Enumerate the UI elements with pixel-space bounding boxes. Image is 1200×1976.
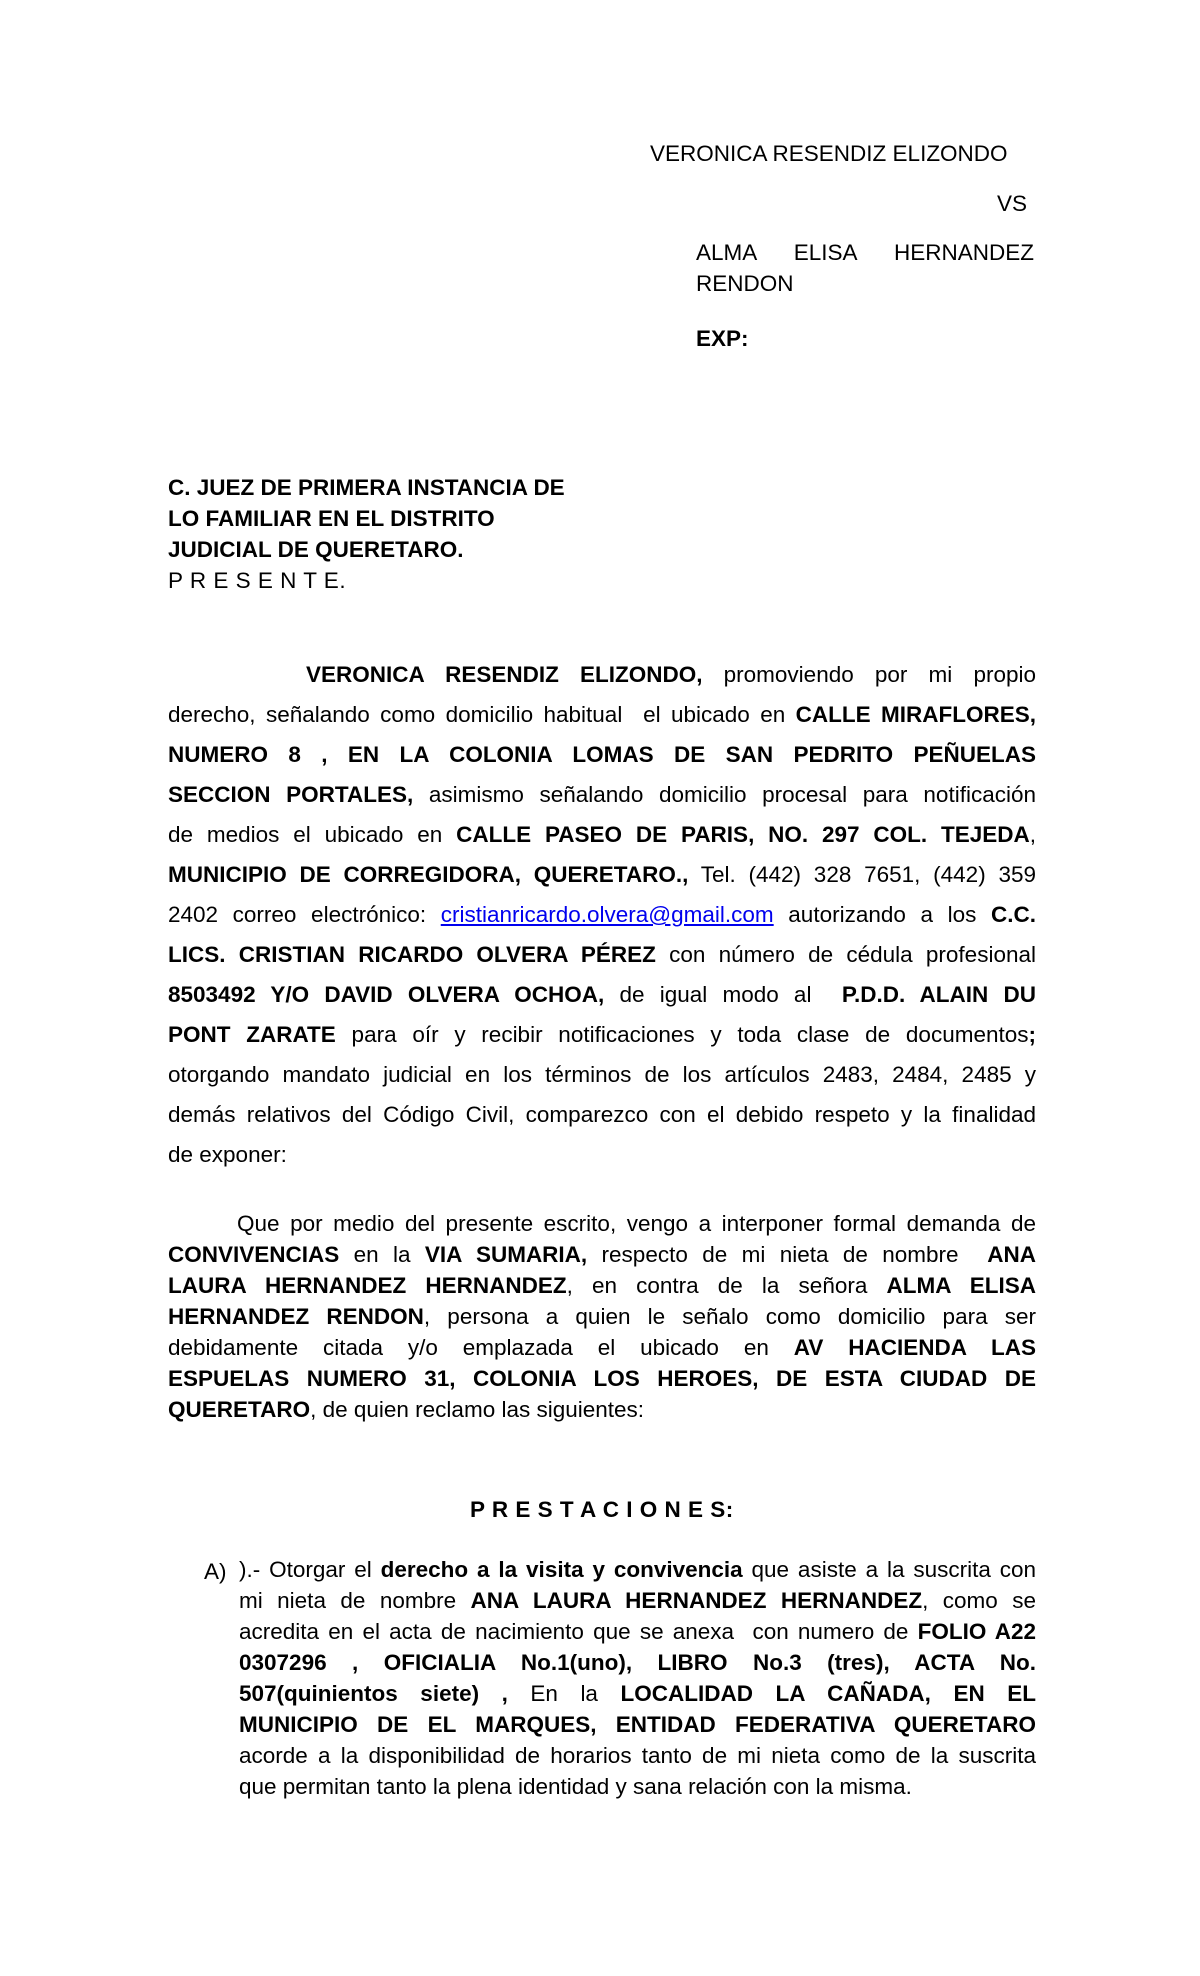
intro-line: VERONICA RESENDIZ ELIZONDO, promoviendo por mi propio (306, 662, 1036, 687)
demand-line: LAURA HERNANDEZ HERNANDEZ, en contra de la señora ALMA ELISA (168, 1273, 1036, 1298)
intro-line: demás relativos del Código Civil, comparezco con el debido respeto y la finalidad (168, 1102, 1036, 1127)
intro-line: de exponer: (168, 1142, 287, 1167)
prestaciones-title: P R E S T A C I O N E S: (470, 1497, 734, 1522)
addressee-presente: P R E S E N T E. (168, 568, 347, 593)
intro-line: derecho, señalando como domicilio habitual el ubicado en CALLE MIRAFLORES, (168, 702, 1036, 727)
defendant-name-line1: ALMA ELISA HERNANDEZ (696, 240, 1034, 265)
item-a-line: 0307296 , OFICIALIA No.1(uno), LIBRO No.3 (tres), ACTA No. (239, 1650, 1036, 1675)
item-a-line: acredita en el acta de nacimiento que se anexa con numero de FOLIO A22 (239, 1619, 1036, 1644)
intro-line: MUNICIPIO DE CORREGIDORA, QUERETARO., Tel. (442) 328 7651, (442) 359 (168, 862, 1036, 887)
addressee-line1: C. JUEZ DE PRIMERA INSTANCIA DE (168, 475, 565, 500)
demand-line: CONVIVENCIAS en la VIA SUMARIA, respecto de mi nieta de nombre ANA (168, 1242, 1036, 1267)
intro-line: NUMERO 8 , EN LA COLONIA LOMAS DE SAN PEDRITO PEÑUELAS (168, 742, 1036, 767)
item-a-line: ).- Otorgar el derecho a la visita y convivencia que asiste a la suscrita con (239, 1557, 1036, 1582)
demand-line: debidamente citada y/o emplazada el ubicado en AV HACIENDA LAS (168, 1335, 1036, 1360)
addressee-line3: JUDICIAL DE QUERETARO. (168, 537, 464, 562)
item-a-line: mi nieta de nombre ANA LAURA HERNANDEZ HERNANDEZ, como se (239, 1588, 1036, 1613)
addressee-line2: LO FAMILIAR EN EL DISTRITO (168, 506, 495, 531)
intro-line: otorgando mandato judicial en los términos de los artículos 2483, 2484, 2485 y (168, 1062, 1036, 1087)
item-a-line: acorde a la disponibilidad de horarios tanto de mi nieta como de la suscrita (239, 1743, 1036, 1768)
item-a-line: 507(quinientos siete) , En la LOCALIDAD LA CAÑADA, EN EL (239, 1681, 1036, 1706)
demand-line: Que por medio del presente escrito, vengo a interponer formal demanda de (237, 1211, 1036, 1236)
intro-line: de medios el ubicado en CALLE PASEO DE PARIS, NO. 297 COL. TEJEDA, (168, 822, 1036, 847)
intro-line: LICS. CRISTIAN RICARDO OLVERA PÉREZ con número de cédula profesional (168, 942, 1036, 967)
versus-label: VS (997, 191, 1028, 216)
email-link[interactable]: cristianricardo.olvera@gmail.com (440, 902, 774, 927)
item-a-line: MUNICIPIO DE EL MARQUES, ENTIDAD FEDERATIVA QUERETARO (239, 1712, 1036, 1737)
item-a-label: A) (204, 1559, 227, 1584)
intro-line: SECCION PORTALES, asimismo señalando domicilio procesal para notificación (168, 782, 1036, 807)
intro-line: 8503492 Y/O DAVID OLVERA OCHOA, de igual modo al P.D.D. ALAIN DU (168, 982, 1036, 1007)
intro-line: 2402 correo electrónico: cristianricardo.olvera@gmail.com autorizando a los C.C. (168, 902, 1036, 927)
demand-line: ESPUELAS NUMERO 31, COLONIA LOS HEROES, DE ESTA CIUDAD DE (168, 1366, 1036, 1391)
item-a-line: que permitan tanto la plena identidad y sana relación con la misma. (239, 1774, 912, 1799)
plaintiff-name: VERONICA RESENDIZ ELIZONDO (650, 141, 1008, 166)
intro-line: PONT ZARATE para oír y recibir notificaciones y toda clase de documentos; (168, 1022, 1036, 1047)
demand-line: HERNANDEZ RENDON, persona a quien le señalo como domicilio para ser (168, 1304, 1036, 1329)
defendant-name-line2: RENDON (696, 271, 794, 296)
expediente-label: EXP: (696, 326, 749, 351)
demand-line: QUERETARO, de quien reclamo las siguientes: (168, 1397, 645, 1422)
